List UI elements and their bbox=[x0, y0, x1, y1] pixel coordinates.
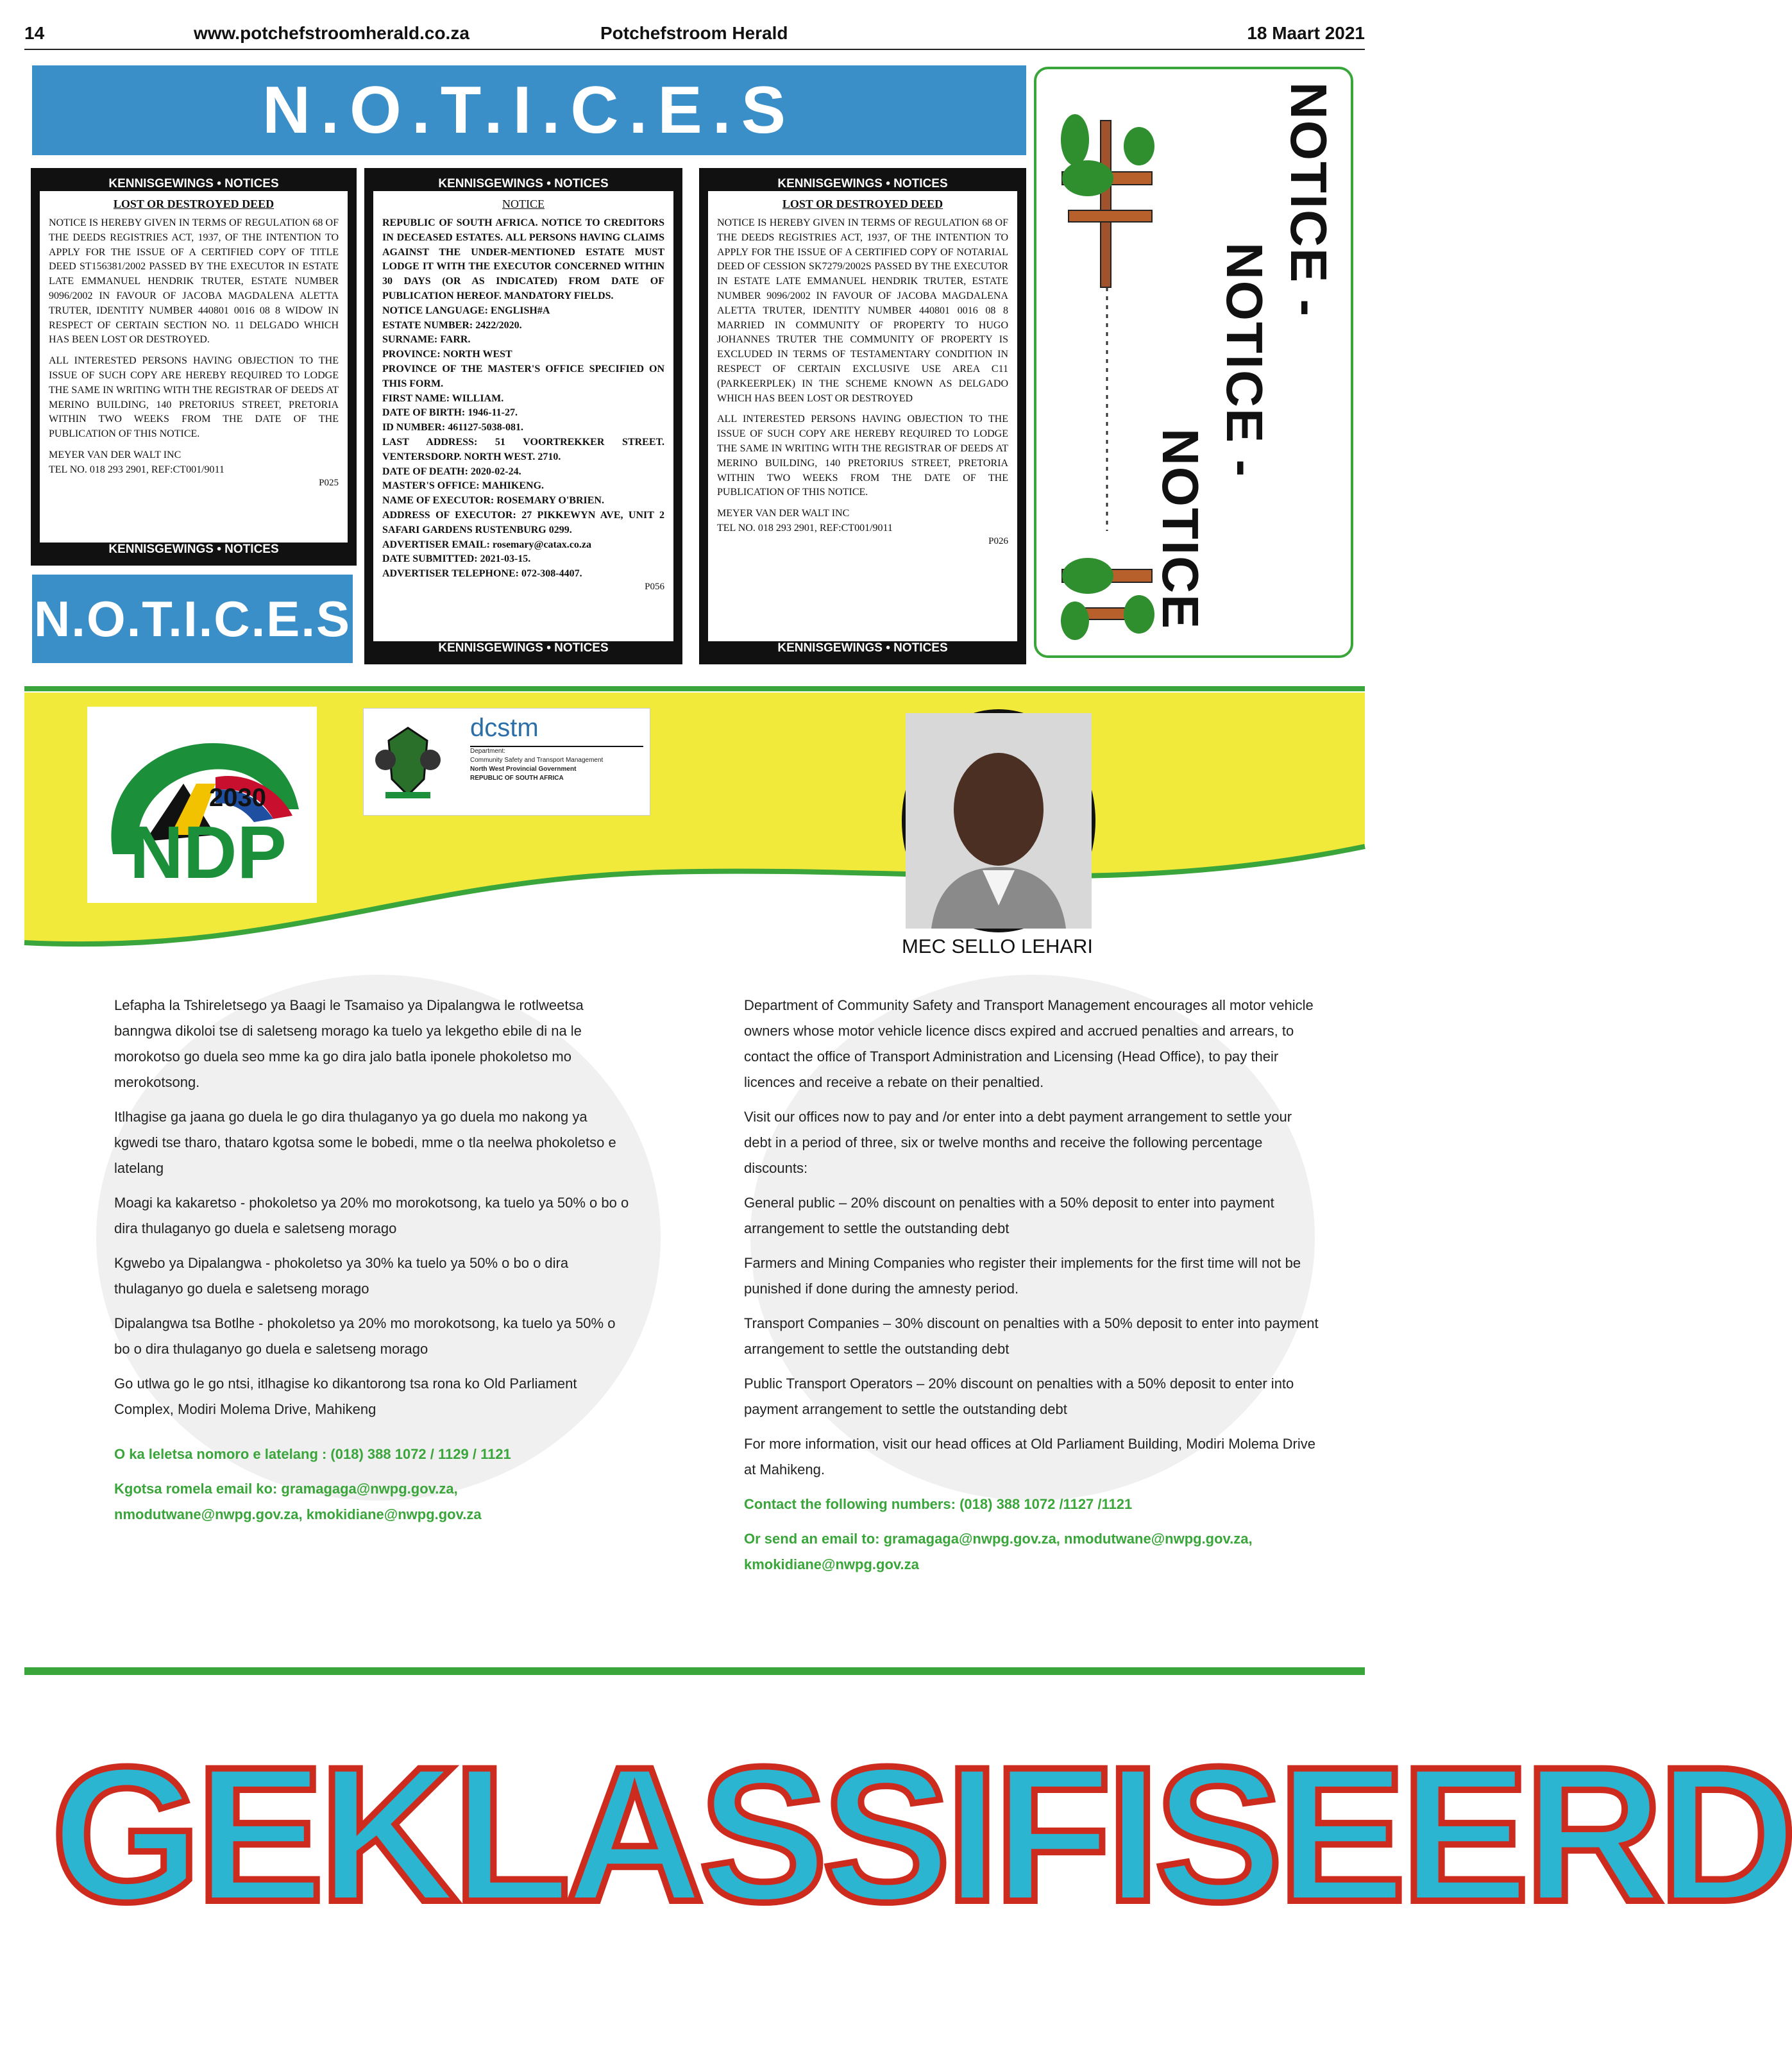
ad-paragraph: Lefapha la Tshireletsego ya Baagi le Tsamaiso ya Dipalangwa le rotlweetsa banngwa dikoloi tse di saletseng morago ka tuelo ya lekgetho ebile di na le morokotso go duela seo mme ka go dira jalo batla iponele phokoletso mo merokotsong. bbox=[114, 997, 584, 1090]
notice-strip-bottom: KENNISGEWINGS • NOTICES bbox=[40, 543, 348, 557]
dcstm-line: North West Provincial Government bbox=[470, 766, 577, 773]
notice-line: MASTER'S OFFICE: MAHIKENG. bbox=[382, 480, 545, 492]
notice-strip-bottom: KENNISGEWINGS • NOTICES bbox=[708, 641, 1017, 655]
notice-line: PROVINCE: NORTH WEST bbox=[382, 349, 512, 360]
ad-paragraph: Moagi ka kakaretso - phokoletso ya 20% mo morokotsong, ka tuelo ya 50% o bo o dira thulaganyo go duela e saletseng morago bbox=[114, 1195, 629, 1236]
dcstm-title: dcstm bbox=[470, 714, 539, 742]
notice-line: NAME OF EXECUTOR: ROSEMARY O'BRIEN. bbox=[382, 495, 604, 507]
notice-line: LAST ADDRESS: 51 VOORTREKKER STREET. VENTERSDORP. NORTH WEST. 2710. bbox=[382, 436, 664, 462]
dcstm-subtitle bbox=[470, 746, 643, 783]
notice-line: ESTATE NUMBER: 2422/2020. bbox=[382, 319, 522, 331]
ad-paragraph: Kgwebo ya Dipalangwa - phokoletso ya 30% ka tuelo ya 50% o bo o dira thulaganyo go duela e saletseng morago bbox=[114, 1255, 569, 1297]
ad-paragraph: Farmers and Mining Companies who register their implements for the first time will not be punished if done during the amnesty period. bbox=[744, 1255, 1301, 1297]
ad-paragraph: For more information, visit our head offices at Old Parliament Building, Modiri Molema Drive at Mahikeng. bbox=[744, 1436, 1315, 1477]
dcstm-line: Department: bbox=[470, 748, 506, 755]
notice-ref: P025 bbox=[319, 477, 339, 488]
issue-date: 18 Maart 2021 bbox=[1247, 23, 1365, 43]
palm-tree-bottom bbox=[1061, 558, 1154, 640]
ad-paragraph: Transport Companies – 30% discount on penalties with a 50% deposit to enter into payment arrangement to settle the outstanding debt bbox=[744, 1315, 1319, 1357]
ad-paragraph: Go utlwa go le go ntsi, itlhagise ko dikantorong tsa rona ko Old Parliament Complex, Modiri Molema Drive, Mahikeng bbox=[114, 1376, 577, 1417]
notices-small-banner bbox=[32, 575, 353, 663]
website-link[interactable]: www.potchefstroomherald.co.za bbox=[194, 23, 469, 43]
notice-strip-top: KENNISGEWINGS • NOTICES bbox=[40, 177, 348, 191]
notice-line: ID NUMBER: 461127-5038-081. bbox=[382, 422, 523, 433]
notice-contact: TEL NO. 018 293 2901, REF:CT001/9011 bbox=[717, 522, 893, 534]
top-divider bbox=[24, 686, 1365, 691]
side-notice-line-1: NOTICE - bbox=[1280, 82, 1337, 318]
notices-small-banner-title: N.O.T.I.C.E.S bbox=[33, 591, 351, 647]
ad-paragraph: Visit our offices now to pay and /or enter into a debt payment arrangement to settle your debt in a period of three, six or twelve months and receive the following percentage discounts: bbox=[744, 1109, 1292, 1176]
notice-line: DATE OF BIRTH: 1946-11-27. bbox=[382, 407, 518, 419]
notice-strip-bottom: KENNISGEWINGS • NOTICES bbox=[373, 641, 673, 655]
dcstm-logo bbox=[363, 708, 650, 816]
notice-deceased-estate bbox=[364, 168, 682, 664]
bottom-divider bbox=[24, 1667, 1365, 1675]
notice-heading: NOTICE bbox=[502, 198, 545, 210]
notice-line: NOTICE LANGUAGE: ENGLISH#A bbox=[382, 305, 550, 316]
ad-paragraph: Department of Community Safety and Transport Management encourages all motor vehicle owners whose motor vehicle licence discs expired and accrued penalties and arrears, to contact the office of Transport Administration and Licensing (Head Office), to pay their licences and receive a rebate on their penaltied. bbox=[744, 997, 1314, 1090]
paper-name: Potchefstroom Herald bbox=[600, 23, 788, 43]
notice-body bbox=[373, 216, 673, 582]
ad-contact-emails: Or send an email to: gramagaga@nwpg.gov.za, nmodutwane@nwpg.gov.za, kmokidiane@nwpg.gov.za bbox=[744, 1531, 1253, 1572]
notice-lost-deed-1 bbox=[31, 168, 357, 566]
notice-line: ADVERTISER EMAIL: rosemary@catax.co.za bbox=[382, 539, 591, 550]
ndp-text: NDP bbox=[130, 811, 287, 894]
notice-lost-deed-2 bbox=[699, 168, 1026, 664]
ad-paragraph: General public – 20% discount on penalties with a 50% deposit to enter into payment arrangement to settle the outstanding debt bbox=[744, 1195, 1274, 1236]
side-notice-line-2: NOTICE - bbox=[1216, 242, 1273, 478]
notice-strip-top: KENNISGEWINGS • NOTICES bbox=[373, 177, 673, 191]
notices-banner bbox=[32, 65, 1026, 155]
ad-paragraph: Public Transport Operators – 20% discount on penalties with a 50% deposit to enter into payment arrangement to settle the outstanding debt bbox=[744, 1376, 1294, 1417]
notice-paragraph: ALL INTERESTED PERSONS HAVING OBJECTION TO THE ISSUE OF SUCH COPY ARE HEREBY REQUIRED TO LODGE THE SAME IN WRITING WITH THE REGISTRAR OF DEEDS AT MERINO BUILDING, 140 PRETORIUS STREET, PRETORIA WITHIN TWO WEEKS FROM THE DATE OF THE PUBLICATION OF THIS NOTICE. bbox=[717, 414, 1008, 498]
coat-of-arms-icon bbox=[373, 715, 443, 805]
notice-line: SURNAME: FARR. bbox=[382, 334, 471, 346]
notice-line: REPUBLIC OF SOUTH AFRICA. NOTICE TO CREDITORS IN DECEASED ESTATES. ALL PERSONS HAVING CLAIMS AGAINST THE UNDER-MENTIONED ESTATE MUST LODGE IT WITH THE EXECUTOR CONCERNED WITHIN 30 DAYS (OR AS INDICATED) FROM DATE OF PUBLICATION HEREOF. MANDATORY FIELDS. bbox=[382, 217, 664, 301]
ad-paragraph: Dipalangwa tsa Botlhe - phokoletso ya 20% mo morokotsong, ka tuelo ya 50% o bo o dira thulaganyo go duela e saletseng morago bbox=[114, 1315, 616, 1357]
notice-line: DATE OF DEATH: 2020-02-24. bbox=[382, 466, 521, 477]
notice-line: DATE SUBMITTED: 2021-03-15. bbox=[382, 553, 531, 565]
ad-contact-numbers: O ka leletsa nomoro e latelang : (018) 388 1072 / 1129 / 1121 bbox=[114, 1446, 511, 1462]
ad-contact-numbers: Contact the following numbers: (018) 388 1072 /1127 /1121 bbox=[744, 1496, 1133, 1512]
classifieds-title: GEKLASSIFISEERD bbox=[51, 1726, 1792, 1942]
notice-paragraph: NOTICE IS HEREBY GIVEN IN TERMS OF REGULATION 68 OF THE DEEDS REGISTRIES ACT, 1937, OF THE INTENTION TO APPLY FOR THE ISSUE OF A CERTIFIED COPY OF NOTARIAL DEED OF CESSION SK7279/2002S PASSED BY THE EXECUTOR IN ESTATE LATE EMMANUEL HENDRIK TRUTER, ESTATE NUMBER 9096/2002 IN FAVOUR OF JACOBA MAGDALENA ALETTA TRUTER, IDENTITY NUMBER 440801 0016 08 8 MARRIED IN COMMUNITY OF PROPERTY TO HUGO JOHANNES TRUTER THE COMMUNITY OF PROPERTY IS EXCLUDED IN TERMS OF TESTAMENTARY CONDITION IN RESPECT OF CERTAIN EXCLUSIVE USE AREA C11 (PARKEERPLEK) IN THE SCHEME KNOWN AS DELGADO WHICH HAS BEEN LOST OR DESTROYED bbox=[717, 217, 1008, 404]
notice-line: FIRST NAME: WILLIAM. bbox=[382, 392, 504, 404]
notice-side-panel bbox=[1034, 67, 1353, 658]
notice-heading: LOST OR DESTROYED DEED bbox=[782, 198, 943, 210]
notice-paragraph: NOTICE IS HEREBY GIVEN IN TERMS OF REGULATION 68 OF THE DEEDS REGISTRIES ACT, 1937, OF THE INTENTION TO APPLY FOR THE ISSUE OF A CERTIFIED COPY OF TITLE DEED ST156381/2002 PASSED BY THE EXECUTOR IN ESTATE LATE EMMANUEL HENDRIK TRUTER, ESTATE NUMBER 9096/2002 IN FAVOUR OF JACOBA MAGDALENA ALETTA TRUTER, IDENTITY NUMBER 440801 0016 08 8 WIDOW IN RESPECT OF CERTAIN SECTION NO. 11 DELGADO WHICH HAS BEEN LOST OR DESTROYED. bbox=[49, 217, 339, 346]
notice-strip-top: KENNISGEWINGS • NOTICES bbox=[708, 177, 1017, 191]
ad-left-column bbox=[114, 993, 634, 1536]
notice-line: ADVERTISER TELEPHONE: 072-308-4407. bbox=[382, 568, 582, 580]
notices-banner-title: N.O.T.I.C.E.S bbox=[262, 73, 797, 147]
notice-heading: LOST OR DESTROYED DEED bbox=[113, 198, 275, 210]
notice-line: ADDRESS OF EXECUTOR: 27 PIKKEWYN AVE, UNIT 2 SAFARI GARDENS RUSTENBURG 0299. bbox=[382, 509, 664, 535]
ndp-year: 2030 bbox=[209, 784, 266, 812]
mec-name: MEC SELLO LEHARI bbox=[901, 935, 1094, 957]
palm-tree-top bbox=[1061, 114, 1154, 287]
notice-contact: MEYER VAN DER WALT INC bbox=[717, 508, 850, 519]
portrait-photo bbox=[906, 713, 1092, 929]
page-number: 14 bbox=[24, 23, 45, 43]
ndp-logo bbox=[87, 707, 317, 903]
palm-tree-illustration bbox=[1049, 69, 1165, 646]
ad-right-column bbox=[744, 993, 1321, 1586]
notice-contact: MEYER VAN DER WALT INC bbox=[49, 449, 182, 460]
masthead bbox=[24, 19, 1365, 50]
mec-portrait bbox=[902, 709, 1095, 932]
ad-contact-emails: Kgotsa romela email ko: gramagaga@nwpg.gov.za, nmodutwane@nwpg.gov.za, kmokidiane@nwpg.gov.za bbox=[114, 1481, 482, 1522]
dcstm-line: REPUBLIC OF SOUTH AFRICA bbox=[470, 775, 564, 782]
notice-paragraph: ALL INTERESTED PERSONS HAVING OBJECTION TO THE ISSUE OF SUCH COPY ARE HEREBY REQUIRED TO LODGE THE SAME IN WRITING WITH THE REGISTRAR OF DEEDS AT MERINO BUILDING, 140 PRETORIUS STREET, PRETORIA WITHIN TWO WEEKS FROM THE DATE OF THE PUBLICATION OF THIS NOTICE. bbox=[49, 355, 339, 440]
side-notice-line-3: NOTICE bbox=[1152, 428, 1209, 630]
dcstm-line: Community Safety and Transport Management bbox=[470, 757, 604, 764]
notice-ref: P026 bbox=[988, 535, 1008, 546]
notice-ref: P056 bbox=[645, 581, 664, 592]
ad-paragraph: Itlhagise ga jaana go duela le go dira thulaganyo ya go duela mo nakong ya kgwedi tse tharo, thataro kgotsa some le bobedi, mme o tla neelwa phokoletso e latelang bbox=[114, 1109, 616, 1176]
notice-line: PROVINCE OF THE MASTER'S OFFICE SPECIFIED ON THIS FORM. bbox=[382, 363, 664, 389]
notice-contact: TEL NO. 018 293 2901, REF:CT001/9011 bbox=[49, 464, 224, 475]
